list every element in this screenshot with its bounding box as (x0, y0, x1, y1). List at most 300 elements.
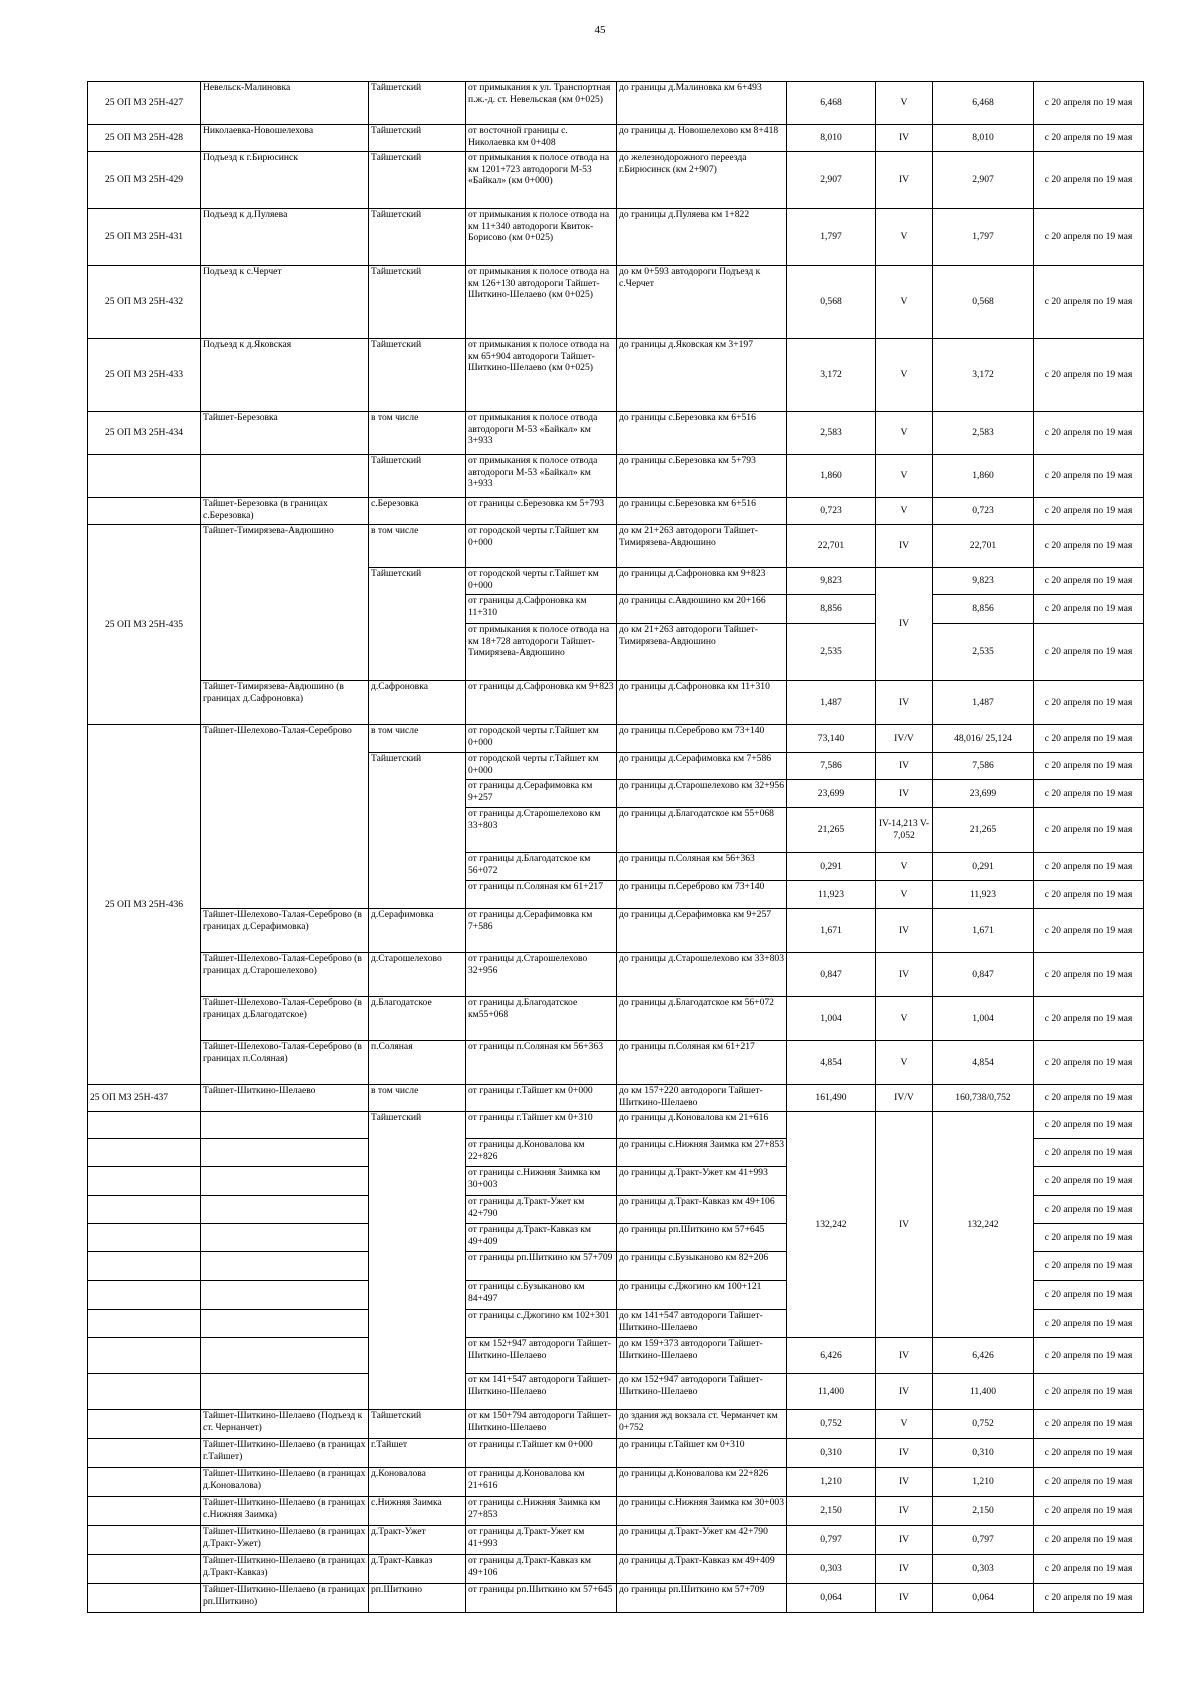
cell-period: с 20 апреля по 19 мая (1034, 498, 1144, 525)
cell-len: 0,847 (787, 953, 876, 997)
cell-name (201, 1139, 369, 1167)
cell-period: с 20 апреля по 19 мая (1034, 1167, 1144, 1196)
table-row (88, 1374, 1144, 1410)
table-row (88, 125, 1144, 152)
cell-period: с 20 апреля по 19 мая (1034, 1112, 1144, 1139)
cell-cat: V (876, 455, 933, 498)
cell-period: с 20 апреля по 19 мая (1034, 1468, 1144, 1497)
cell-period: с 20 апреля по 19 мая (1034, 753, 1144, 780)
cell-len2: 21,265 (933, 808, 1034, 853)
table-row (88, 1584, 1144, 1613)
cell-to: до границы д.Коновалова км 21+616 (617, 1112, 787, 1139)
cell-id (88, 1167, 201, 1196)
cell-period: с 20 апреля по 19 мая (1034, 1526, 1144, 1555)
table-row (88, 1468, 1144, 1497)
cell-to: до км 21+263 автодороги Тайшет-Тимирязева-Авдюшино (617, 525, 787, 568)
cell-len2: 48,016/ 25,124 (933, 725, 1034, 753)
cell-id: 25 ОП МЗ 25Н-434 (88, 412, 201, 455)
cell-dist: Тайшетский (369, 339, 466, 412)
cell-len: 7,586 (787, 753, 876, 780)
cell-to: до границы д.Тракт-Ужет км 42+790 (617, 1526, 787, 1555)
cell-to: до границы д.Старошелехово км 33+803 (617, 953, 787, 997)
cell-len2: 1,860 (933, 455, 1034, 498)
cell-id (88, 498, 201, 525)
cell-period: с 20 апреля по 19 мая (1034, 455, 1144, 498)
cell-name (201, 1167, 369, 1196)
cell-name: Тайшет-Шиткино-Шелаево (в границах с.Нижняя Заимка) (201, 1497, 369, 1526)
cell-name: Подъезд к г.Бирюсинск (201, 152, 369, 209)
cell-to: до границы д.Яковская км 3+197 (617, 339, 787, 412)
cell-id (88, 1497, 201, 1526)
cell-len: 1,860 (787, 455, 876, 498)
cell-len2: 1,797 (933, 209, 1034, 266)
cell-len: 1,004 (787, 997, 876, 1041)
cell-from: от границы п.Соляная км 56+363 (466, 1041, 617, 1085)
cell-name: Невельск-Малиновка (201, 82, 369, 125)
cell-cat: IV (876, 681, 933, 725)
cell-period: с 20 апреля по 19 мая (1034, 808, 1144, 853)
cell-id: 25 ОП МЗ 25Н-432 (88, 266, 201, 339)
cell-from: от границы г.Тайшет км 0+000 (466, 1085, 617, 1112)
cell-to: до границы п.Соляная км 61+217 (617, 1041, 787, 1085)
cell-name: Тайшет-Шиткино-Шелаево (в границах рп.Шиткино) (201, 1584, 369, 1613)
cell-period: с 20 апреля по 19 мая (1034, 1252, 1144, 1281)
cell-name: Тайшет-Шиткино-Шелаево (в границах д.Коновалова) (201, 1468, 369, 1497)
cell-period: с 20 апреля по 19 мая (1034, 568, 1144, 595)
cell-len: 8,010 (787, 125, 876, 152)
cell-period: с 20 апреля по 19 мая (1034, 1139, 1144, 1167)
cell-len: 3,172 (787, 339, 876, 412)
cell-name (201, 1224, 369, 1252)
cell-id (88, 1439, 201, 1468)
cell-len: 11,400 (787, 1374, 876, 1410)
cell-name (201, 1338, 369, 1374)
cell-from: от примыкания к полосе отвода на км 126+130 автодороги Тайшет-Шиткино-Шелаево (км 0+025) (466, 266, 617, 339)
cell-len: 6,468 (787, 82, 876, 125)
cell-to: до границы д.Серафимовка км 7+586 (617, 753, 787, 780)
cell-name: Тайшет-Березовка (в границах с.Березовка) (201, 498, 369, 525)
cell-to: до км 157+220 автодороги Тайшет-Шиткино-Шелаево (617, 1085, 787, 1112)
cell-from: от границы д.Серафимовка км 9+257 (466, 780, 617, 808)
cell-to: до границы д.Серафимовка км 9+257 (617, 909, 787, 953)
cell-cat: IV (876, 1439, 933, 1468)
cell-from: от границы д.Тракт-Ужет км 42+790 (466, 1196, 617, 1224)
cell-len2: 0,064 (933, 1584, 1034, 1613)
cell-dist: в том числе (369, 1085, 466, 1112)
cell-name (201, 455, 369, 498)
cell-to: до границы д.Пуляева км 1+822 (617, 209, 787, 266)
cell-dist: Тайшетский (369, 455, 466, 498)
cell-dist: Тайшетский (369, 753, 466, 909)
cell-len2: 8,010 (933, 125, 1034, 152)
cell-len: 1,487 (787, 681, 876, 725)
cell-from: от городской черты г.Тайшет км 0+000 (466, 568, 617, 595)
table-row (88, 209, 1144, 266)
cell-from: от границы д.Старошелехово 32+956 (466, 953, 617, 997)
cell-period: с 20 апреля по 19 мая (1034, 412, 1144, 455)
table-row (88, 997, 1144, 1041)
cell-to: до границы рп.Шиткино км 57+645 (617, 1224, 787, 1252)
cell-name (201, 1196, 369, 1224)
cell-id (88, 1112, 201, 1139)
cell-to: до границы с.Березовка км 5+793 (617, 455, 787, 498)
cell-period: с 20 апреля по 19 мая (1034, 624, 1144, 681)
cell-from: от границы д.Сафроновка км 9+823 (466, 681, 617, 725)
cell-len: 21,265 (787, 808, 876, 853)
table-row (88, 339, 1144, 412)
cell-to: до границы с.Нижняя Заимка км 30+003 (617, 1497, 787, 1526)
cell-from: от границы с.Березовка км 5+793 (466, 498, 617, 525)
cell-id (88, 1410, 201, 1439)
cell-period: с 20 апреля по 19 мая (1034, 909, 1144, 953)
cell-name: Тайшет-Шелехово-Талая-Сереброво (201, 725, 369, 909)
cell-cat: IV (876, 1526, 933, 1555)
cell-id (88, 455, 201, 498)
cell-period: с 20 апреля по 19 мая (1034, 1310, 1144, 1338)
cell-len: 23,699 (787, 780, 876, 808)
cell-dist: с.Березовка (369, 498, 466, 525)
cell-from: от примыкания к ул. Транспортная п.ж.-д. ст. Невельская (км 0+025) (466, 82, 617, 125)
cell-len2: 0,568 (933, 266, 1034, 339)
cell-period: с 20 апреля по 19 мая (1034, 1224, 1144, 1252)
cell-from: от границы г.Тайшет км 0+000 (466, 1439, 617, 1468)
cell-from: от городской черты г.Тайшет км 0+000 (466, 725, 617, 753)
cell-name (201, 1310, 369, 1338)
cell-period: с 20 апреля по 19 мая (1034, 1497, 1144, 1526)
cell-id: 25 ОП МЗ 25Н-431 (88, 209, 201, 266)
cell-period: с 20 апреля по 19 мая (1034, 82, 1144, 125)
cell-period: с 20 апреля по 19 мая (1034, 1338, 1144, 1374)
cell-len2: 6,426 (933, 1338, 1034, 1374)
cell-to: до границы д.Тракт-Ужет км 41+993 (617, 1167, 787, 1196)
cell-name: Тайшет-Тимирязева-Авдюшино (201, 525, 369, 681)
cell-id (88, 1252, 201, 1281)
cell-cat: IV (876, 1374, 933, 1410)
cell-len: 0,723 (787, 498, 876, 525)
cell-period: с 20 апреля по 19 мая (1034, 953, 1144, 997)
cell-from: от границы д.Серафимовка км 7+586 (466, 909, 617, 953)
cell-len2: 0,291 (933, 853, 1034, 881)
table-row (88, 1497, 1144, 1526)
cell-cat: V (876, 266, 933, 339)
cell-from: от примыкания к полосе отвода автодороги М-53 «Байкал» км 3+933 (466, 412, 617, 455)
cell-from: от границы д.Тракт-Кавказ км 49+106 (466, 1555, 617, 1584)
cell-cat: IV (876, 525, 933, 568)
cell-cat: IV-14,213 V-7,052 (876, 808, 933, 853)
cell-period: с 20 апреля по 19 мая (1034, 1196, 1144, 1224)
cell-to: до границы п.Сереброво км 73+140 (617, 881, 787, 909)
table-row (88, 725, 1144, 753)
cell-to: до границы с.Нижняя Заимка км 27+853 (617, 1139, 787, 1167)
cell-dist: в том числе (369, 525, 466, 568)
cell-len2: 0,310 (933, 1439, 1034, 1468)
cell-name: Подъезд к д.Пуляева (201, 209, 369, 266)
cell-name: Тайшет-Березовка (201, 412, 369, 455)
cell-cat: V (876, 1041, 933, 1085)
cell-dist: д.Старошелехово (369, 953, 466, 997)
cell-name: Тайшет-Шиткино-Шелаево (в границах д.Тракт-Кавказ) (201, 1555, 369, 1584)
table-row (88, 82, 1144, 125)
cell-len2: 0,797 (933, 1526, 1034, 1555)
cell-name (201, 1374, 369, 1410)
cell-len: 0,291 (787, 853, 876, 881)
cell-cat: IV (876, 753, 933, 780)
cell-from: от границы с.Бузыканово км 84+497 (466, 1281, 617, 1310)
cell-period: с 20 апреля по 19 мая (1034, 1085, 1144, 1112)
cell-cat: IV (876, 909, 933, 953)
cell-cat: IV/V (876, 725, 933, 753)
cell-from: от границы д.Коновалова км 21+616 (466, 1468, 617, 1497)
cell-cat: IV (876, 125, 933, 152)
cell-len: 2,150 (787, 1497, 876, 1526)
cell-len2: 11,400 (933, 1374, 1034, 1410)
cell-id: 25 ОП МЗ 25Н-436 (88, 725, 201, 1085)
cell-from: от границы рп.Шиткино км 57+709 (466, 1252, 617, 1281)
table-row (88, 498, 1144, 525)
cell-name: Тайшет-Шелехово-Талая-Сереброво (в границах д.Старошелехово) (201, 953, 369, 997)
table-row (88, 1041, 1144, 1085)
cell-cat: V (876, 339, 933, 412)
cell-dist: Тайшетский (369, 1410, 466, 1439)
cell-dist: д.Тракт-Кавказ (369, 1555, 466, 1584)
cell-cat: V (876, 82, 933, 125)
table-row (88, 681, 1144, 725)
cell-id: 25 ОП МЗ 25Н-433 (88, 339, 201, 412)
table-row (88, 1085, 1144, 1112)
cell-period: с 20 апреля по 19 мая (1034, 266, 1144, 339)
cell-len: 73,140 (787, 725, 876, 753)
cell-dist: д.Коновалова (369, 1468, 466, 1497)
cell-dist: д.Сафроновка (369, 681, 466, 725)
table-row (88, 1410, 1144, 1439)
cell-from: от примыкания к полосе отвода на км 11+340 автодороги Квиток-Борисово (км 0+025) (466, 209, 617, 266)
cell-len: 0,797 (787, 1526, 876, 1555)
cell-to: до границы п.Соляная км 56+363 (617, 853, 787, 881)
cell-name: Тайшет-Шелехово-Талая-Сереброво (в границах д.Благодатское) (201, 997, 369, 1041)
cell-name: Тайшет-Шиткино-Шелаево (в границах д.Тракт-Ужет) (201, 1526, 369, 1555)
cell-dist: Тайшетский (369, 152, 466, 209)
table-row (88, 152, 1144, 209)
cell-to: до железнодорожного переезда г.Бирюсинск (км 2+907) (617, 152, 787, 209)
cell-to: до границы д.Малиновка км 6+493 (617, 82, 787, 125)
cell-dist: д.Благодатское (369, 997, 466, 1041)
cell-to: до границы д.Тракт-Кавказ км 49+106 (617, 1196, 787, 1224)
cell-period: с 20 апреля по 19 мая (1034, 1439, 1144, 1468)
cell-to: до границы д.Благодатское км 56+072 (617, 997, 787, 1041)
roads-table (87, 81, 1144, 1613)
cell-dist: рп.Шиткино (369, 1584, 466, 1613)
cell-id (88, 1555, 201, 1584)
cell-id: 25 ОП МЗ 25Н-429 (88, 152, 201, 209)
cell-from: от границы г.Тайшет км 0+310 (466, 1112, 617, 1139)
cell-name: Подъезд к д.Яковская (201, 339, 369, 412)
cell-dist: д.Серафимовка (369, 909, 466, 953)
cell-len: 8,856 (787, 595, 876, 624)
cell-len: 11,923 (787, 881, 876, 909)
table-row (88, 909, 1144, 953)
cell-name: Николаевка-Новошелехова (201, 125, 369, 152)
cell-from: от границы с.Нижняя Заимка км 30+003 (466, 1167, 617, 1196)
cell-dist: Тайшетский (369, 568, 466, 681)
cell-len: 2,907 (787, 152, 876, 209)
cell-len2: 22,701 (933, 525, 1034, 568)
cell-len2: 2,907 (933, 152, 1034, 209)
cell-name (201, 1281, 369, 1310)
cell-len: 132,242 (787, 1112, 876, 1338)
cell-len: 9,823 (787, 568, 876, 595)
cell-from: от примыкания к полосе отвода автодороги М-53 «Байкал» км 3+933 (466, 455, 617, 498)
cell-dist: с.Нижняя Заимка (369, 1497, 466, 1526)
cell-from: от границы рп.Шиткино км 57+645 (466, 1584, 617, 1613)
cell-len: 0,064 (787, 1584, 876, 1613)
cell-len2: 2,150 (933, 1497, 1034, 1526)
cell-name: Подъезд к с.Черчет (201, 266, 369, 339)
cell-from: от городской черты г.Тайшет км 0+000 (466, 753, 617, 780)
cell-from: от границы д.Старошелехово км 33+803 (466, 808, 617, 853)
cell-period: с 20 апреля по 19 мая (1034, 681, 1144, 725)
cell-period: с 20 апреля по 19 мая (1034, 725, 1144, 753)
cell-len: 22,701 (787, 525, 876, 568)
page-number: 45 (594, 24, 606, 36)
cell-len2: 2,583 (933, 412, 1034, 455)
cell-id (88, 1468, 201, 1497)
cell-from: от восточной границы с. Николаевка км 0+408 (466, 125, 617, 152)
cell-period: с 20 апреля по 19 мая (1034, 209, 1144, 266)
cell-len2: 0,303 (933, 1555, 1034, 1584)
cell-name: Тайшет-Шелехово-Талая-Сереброво (в границах д.Серафимовка) (201, 909, 369, 953)
cell-len: 0,310 (787, 1439, 876, 1468)
table-row (88, 1526, 1144, 1555)
cell-to: до границы с.Березовка км 6+516 (617, 498, 787, 525)
cell-name: Тайшет-Тимирязева-Авдюшино (в границах д.Сафроновка) (201, 681, 369, 725)
cell-from: от границы д.Благодатское км 56+072 (466, 853, 617, 881)
cell-dist: Тайшетский (369, 1112, 466, 1410)
cell-cat: IV/V (876, 1085, 933, 1112)
table-row (88, 1338, 1144, 1374)
cell-len: 2,583 (787, 412, 876, 455)
cell-cat: V (876, 1410, 933, 1439)
cell-id: 25 ОП МЗ 25Н-427 (88, 82, 201, 125)
cell-len2: 7,586 (933, 753, 1034, 780)
cell-len2: 11,923 (933, 881, 1034, 909)
cell-period: с 20 апреля по 19 мая (1034, 853, 1144, 881)
cell-dist: Тайшетский (369, 266, 466, 339)
cell-id (88, 1374, 201, 1410)
cell-id (88, 1281, 201, 1310)
cell-dist: Тайшетский (369, 82, 466, 125)
cell-period: с 20 апреля по 19 мая (1034, 339, 1144, 412)
cell-period: с 20 апреля по 19 мая (1034, 780, 1144, 808)
cell-id (88, 1584, 201, 1613)
cell-from: от границы д.Тракт-Кавказ км 49+409 (466, 1224, 617, 1252)
table-row (88, 412, 1144, 455)
cell-cat: IV (876, 1468, 933, 1497)
cell-name (201, 1252, 369, 1281)
cell-len: 0,752 (787, 1410, 876, 1439)
cell-from: от границы с.Нижняя Заимка км 27+853 (466, 1497, 617, 1526)
cell-cat: IV (876, 953, 933, 997)
cell-len2: 9,823 (933, 568, 1034, 595)
cell-from: от городской черты г.Тайшет км 0+000 (466, 525, 617, 568)
cell-id (88, 1224, 201, 1252)
cell-len: 1,797 (787, 209, 876, 266)
cell-id (88, 1338, 201, 1374)
cell-to: до границы рп.Шиткино км 57+709 (617, 1584, 787, 1613)
cell-len: 0,303 (787, 1555, 876, 1584)
cell-cat: IV (876, 1112, 933, 1338)
cell-len2: 1,210 (933, 1468, 1034, 1497)
cell-id (88, 1139, 201, 1167)
cell-from: от границы д.Благодатское км55+068 (466, 997, 617, 1041)
cell-period: с 20 апреля по 19 мая (1034, 1041, 1144, 1085)
cell-from: от границы д.Коновалова км 22+826 (466, 1139, 617, 1167)
table-row (88, 525, 1144, 568)
cell-len2: 8,856 (933, 595, 1034, 624)
cell-dist: в том числе (369, 725, 466, 753)
cell-len2: 6,468 (933, 82, 1034, 125)
cell-period: с 20 апреля по 19 мая (1034, 881, 1144, 909)
cell-len2: 4,854 (933, 1041, 1034, 1085)
cell-cat: IV (876, 568, 933, 681)
cell-to: до границы с.Бузыканово км 82+206 (617, 1252, 787, 1281)
table-row (88, 455, 1144, 498)
cell-len: 1,210 (787, 1468, 876, 1497)
cell-len2: 1,004 (933, 997, 1034, 1041)
cell-to: до границы д.Сафроновка км 11+310 (617, 681, 787, 725)
cell-period: с 20 апреля по 19 мая (1034, 1555, 1144, 1584)
cell-cat: IV (876, 780, 933, 808)
cell-cat: IV (876, 1555, 933, 1584)
cell-to: до границы д.Тракт-Кавказ км 49+409 (617, 1555, 787, 1584)
cell-cat: V (876, 853, 933, 881)
cell-from: от км 141+547 автодороги Тайшет-Шиткино-Шелаево (466, 1374, 617, 1410)
cell-cat: IV (876, 1584, 933, 1613)
cell-period: с 20 апреля по 19 мая (1034, 1281, 1144, 1310)
cell-cat: V (876, 498, 933, 525)
cell-to: до границы д.Благодатское км 55+068 (617, 808, 787, 853)
cell-from: от границы д.Сафроновка км 11+310 (466, 595, 617, 624)
cell-len2: 0,723 (933, 498, 1034, 525)
cell-period: с 20 апреля по 19 мая (1034, 1584, 1144, 1613)
cell-cat: IV (876, 1497, 933, 1526)
cell-len2: 160,738/0,752 (933, 1085, 1034, 1112)
cell-name: Тайшет-Шиткино-Шелаево (201, 1085, 369, 1112)
cell-id: 25 ОП МЗ 25Н-428 (88, 125, 201, 152)
cell-cat: V (876, 881, 933, 909)
cell-to: до границы г.Тайшет км 0+310 (617, 1439, 787, 1468)
table-row (88, 953, 1144, 997)
cell-id (88, 1310, 201, 1338)
cell-from: от границы п.Соляная км 61+217 (466, 881, 617, 909)
cell-name: Тайшет-Шелехово-Талая-Сереброво (в границах п.Соляная) (201, 1041, 369, 1085)
cell-id (88, 1526, 201, 1555)
cell-id: 25 ОП МЗ 25Н-435 (88, 525, 201, 725)
cell-len: 4,854 (787, 1041, 876, 1085)
cell-id: 25 ОП МЗ 25Н-437 (88, 1085, 201, 1112)
table-row (88, 266, 1144, 339)
table-row (88, 1555, 1144, 1584)
cell-period: с 20 апреля по 19 мая (1034, 525, 1144, 568)
cell-name: Тайшет-Шиткино-Шелаево (в границах г.Тайшет) (201, 1439, 369, 1468)
cell-from: от км 150+794 автодороги Тайшет-Шиткино-Шелаево (466, 1410, 617, 1439)
cell-len: 6,426 (787, 1338, 876, 1374)
cell-len: 0,568 (787, 266, 876, 339)
roads-table-body (88, 82, 1144, 1613)
cell-to: до границы д. Новошелехово км 8+418 (617, 125, 787, 152)
cell-from: от примыкания к полосе отвода на км 1201+723 автодороги М-53 «Байкал» (км 0+000) (466, 152, 617, 209)
table-row (88, 1439, 1144, 1468)
cell-len: 161,490 (787, 1085, 876, 1112)
